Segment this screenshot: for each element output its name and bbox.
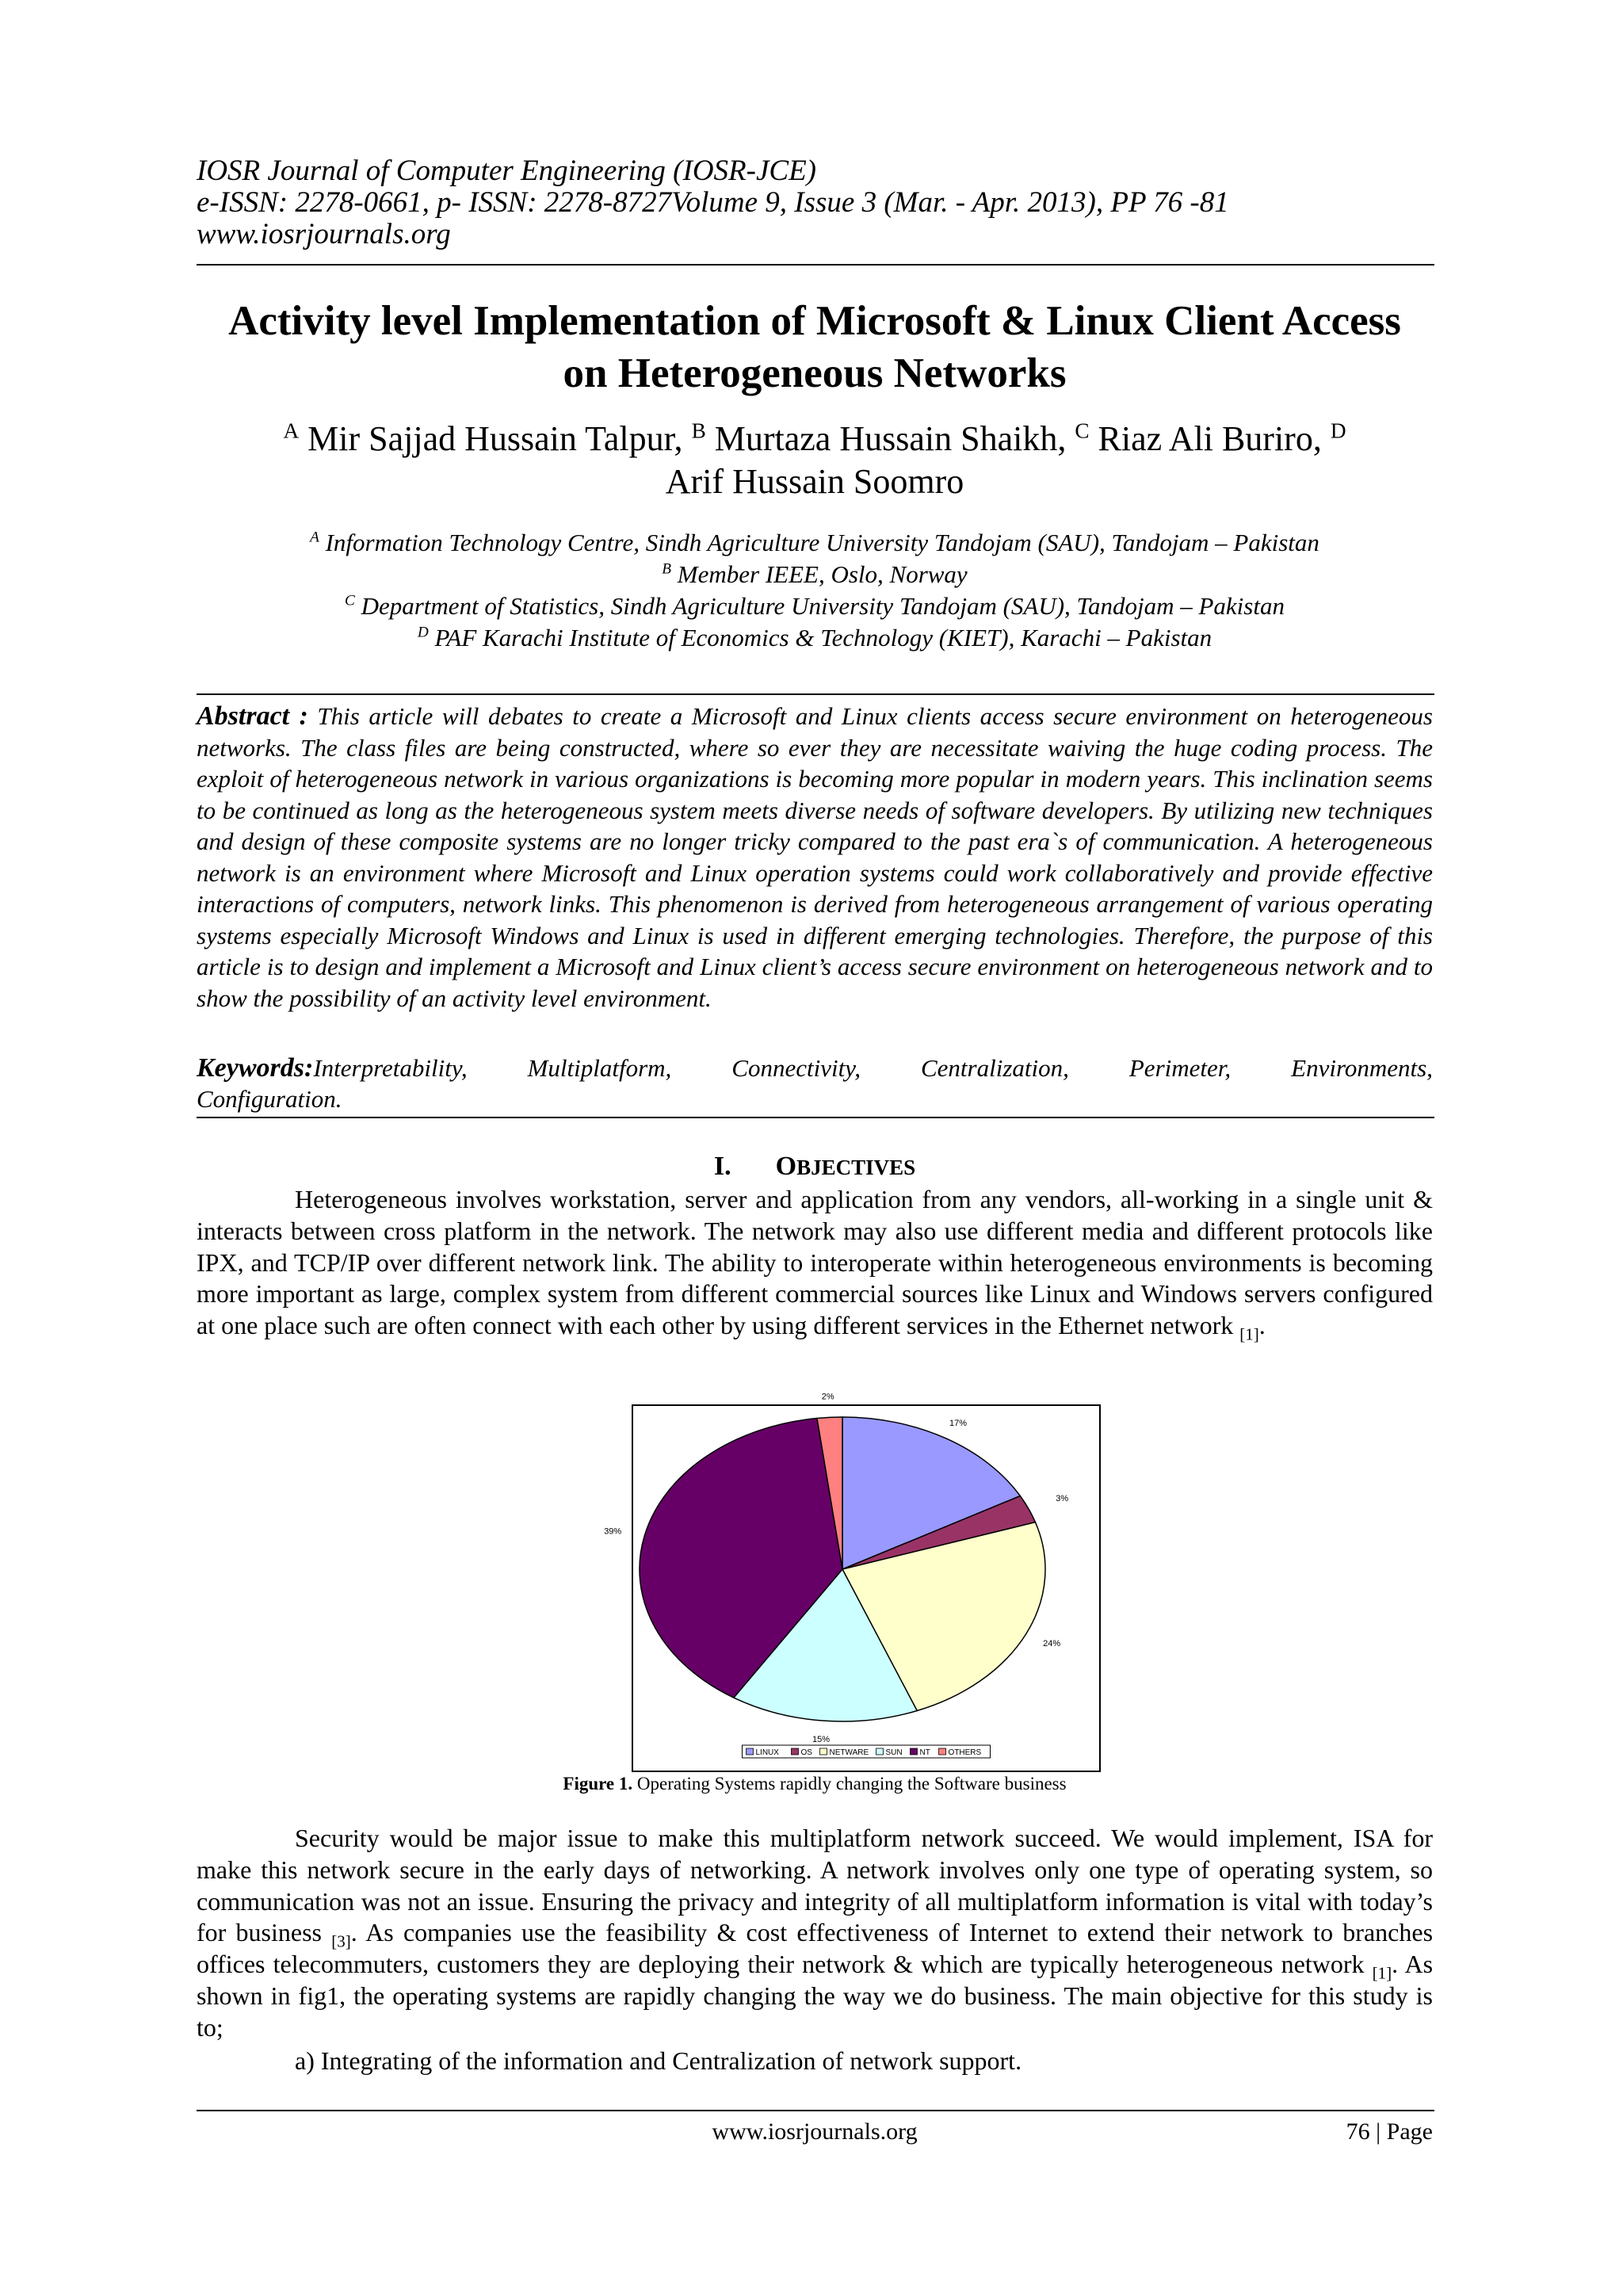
keyword-7: Configuration. <box>197 1085 342 1113</box>
paragraph-2-text-1: Security would be major issue to make this multiplatform network succeed. We would implement, ISA for make this network secure in the early days of networking. A network involves only one type of operating system, so communication was not an issue. Ensuring the privacy and integrity of all multiplatform information is vital with today’s for business <box>197 1824 1433 1947</box>
footer-rule <box>197 2110 1434 2111</box>
legend-label-linux: LINUX <box>755 1748 779 1757</box>
section-heading <box>197 1151 1433 1183</box>
keyword-4: Centralization, <box>921 1054 1069 1082</box>
legend-swatch-others <box>939 1748 946 1755</box>
keyword-1: Interpretability, <box>313 1054 468 1082</box>
legend-swatch-nt <box>911 1748 918 1755</box>
journal-name: IOSR Journal of Computer Engineering (IOSR-JCE) <box>197 155 816 187</box>
paragraph-1-end: . <box>1258 1311 1266 1340</box>
affiliation-a-marker: A <box>310 529 319 546</box>
abstract-label: Abstract : <box>197 701 308 731</box>
section-title-rest: BJECTIVES <box>796 1156 916 1179</box>
affiliation-c-text: Department of Statistics, Sindh Agriculture University Tandojam (SAU), Tandojam – Pakistan <box>361 592 1285 620</box>
author-a: Mir Sajjad Hussain Talpur, <box>307 419 683 458</box>
affiliation-b-text: Member IEEE, Oslo, Norway <box>677 560 968 588</box>
legend-swatch-netware <box>820 1748 827 1755</box>
section-title-initial: O <box>775 1152 797 1181</box>
pie-label-sun: 15% <box>812 1735 831 1745</box>
legend-label-os: OS <box>800 1748 812 1757</box>
author-c: Riaz Ali Buriro, <box>1098 419 1322 458</box>
keyword-3: Connectivity, <box>731 1054 861 1082</box>
affiliation-c <box>197 590 1433 622</box>
affiliation-a <box>197 527 1433 559</box>
paragraph-1 <box>197 1184 1433 1342</box>
paragraph-2-text-2: . As companies use the feasibility & cost effectiveness of Internet to extend their network to branches offices telecommuters, customers they are deploying their network & which are typically heterogeneous network <box>197 1918 1434 1979</box>
keyword-6: Environments, <box>1291 1054 1433 1082</box>
citation-1: [1] <box>1239 1324 1259 1344</box>
figure-caption-text: Operating Systems rapidly changing the Software business <box>636 1774 1067 1794</box>
journal-header <box>197 155 1433 250</box>
title-line-1: Activity level Implementation of Microsoft & Linux Client Access <box>228 298 1401 344</box>
pie-chart-svg <box>604 1392 1099 1771</box>
legend-label-others: OTHERS <box>948 1748 982 1757</box>
affiliation-b-marker: B <box>662 560 672 578</box>
citation-1b: [1] <box>1372 1963 1392 1983</box>
abstract <box>197 701 1433 1014</box>
affiliation-d-marker: D <box>417 624 429 641</box>
affiliations <box>197 527 1433 654</box>
author-a-marker: A <box>283 418 300 443</box>
legend-swatch-linux <box>747 1748 754 1755</box>
author-d-marker: D <box>1330 418 1346 443</box>
keyword-5: Perimeter, <box>1128 1054 1232 1082</box>
abstract-bottom-rule <box>197 1117 1434 1118</box>
paragraph-2-text-3: . As shown in fig1, the operating systems are rapidly changing the way we do business. The main objective for this study is to; <box>197 1950 1434 2042</box>
header-rule <box>197 264 1434 266</box>
paragraph-1-text: Heterogeneous involves workstation, server and application from any vendors, all-working in a single unit & interacts between cross platform in the network. The network may also use different media and different protocols like IPX, and TCP/IP over different network link. The ability to interoperate within heterogeneous environments is becoming more important as large, complex system from different commercial sources like Linux and Windows servers configured at one place such are often connect with each other by using different services in the Ethernet network <box>197 1185 1433 1340</box>
legend-label-sun: SUN <box>885 1748 903 1757</box>
citation-3: [3] <box>331 1931 351 1951</box>
affiliation-b <box>197 559 1433 590</box>
author-c-marker: C <box>1075 418 1090 443</box>
pie-label-linux: 17% <box>949 1418 968 1428</box>
keyword-2: Multiplatform, <box>527 1054 672 1082</box>
pie-label-nt: 39% <box>604 1526 622 1537</box>
abstract-top-rule <box>197 693 1434 695</box>
pie-label-others: 2% <box>821 1392 834 1402</box>
journal-issn: e-ISSN: 2278-0661, p- ISSN: 2278-8727Volume 9, Issue 3 (Mar. - Apr. 2013), PP 76 -81 <box>197 186 1229 219</box>
figure-1-chart <box>604 1392 1101 1772</box>
paper-title <box>197 295 1433 399</box>
paragraph-2 <box>197 1823 1433 2044</box>
footer-website: www.iosrjournals.org <box>712 2118 918 2145</box>
pie-legend <box>743 1745 991 1758</box>
section-number: I. <box>713 1152 731 1181</box>
title-line-2: on Heterogeneous Networks <box>563 350 1067 396</box>
page-number: 76 | Page <box>1346 2118 1433 2145</box>
figure-1-caption <box>197 1772 1433 1796</box>
author-b-marker: B <box>691 418 706 443</box>
affiliation-d <box>197 622 1433 654</box>
affiliation-d-text: PAF Karachi Institute of Economics & Technology (KIET), Karachi – Pakistan <box>434 624 1212 651</box>
figure-label: Figure 1. <box>563 1774 633 1794</box>
author-b: Murtaza Hussain Shaikh, <box>714 419 1067 458</box>
legend-swatch-os <box>792 1748 799 1755</box>
author-d: Arif Hussain Soomro <box>665 462 964 501</box>
legend-label-netware: NETWARE <box>829 1748 869 1757</box>
affiliation-a-text: Information Technology Centre, Sindh Agriculture University Tandojam (SAU), Tandojam – Pakistan <box>325 529 1319 556</box>
pie-label-os: 3% <box>1056 1494 1069 1503</box>
legend-swatch-sun <box>876 1748 884 1755</box>
affiliation-c-marker: C <box>345 592 355 609</box>
legend-label-nt: NT <box>919 1748 930 1757</box>
author-list <box>197 418 1433 503</box>
journal-website: www.iosrjournals.org <box>197 218 451 250</box>
abstract-text: This article will debates to create a Microsoft and Linux clients access secure environment on heterogeneous networks. The class files are being constructed, where so ever they are necessitate waiving the huge coding process. The exploit of heterogeneous network in various organizations is becoming more popular in modern years. This inclination seems to be continued as long as the heterogeneous system meets diverse needs of software developers. By utilizing new techniques and design of these composite systems are no longer tricky compared to the past era`s of communication. A heterogeneous network is an environment where Microsoft and Linux operation systems could work collaboratively and provide effective interactions of computers, network links. This phenomenon is derived from heterogeneous arrangement of various operating systems especially Microsoft Windows and Linux is used in different emerging technologies. Therefore, the purpose of this article is to design and implement a Microsoft and Linux client’s access secure environment on heterogeneous network and to show the possibility of an activity level environment. <box>197 702 1433 1012</box>
keywords <box>197 1052 1433 1114</box>
keywords-label: Keywords: <box>197 1053 314 1083</box>
pie-label-netware: 24% <box>1043 1639 1061 1649</box>
objective-item-a: a) Integrating of the information and Centralization of network support. <box>295 2046 1022 2075</box>
